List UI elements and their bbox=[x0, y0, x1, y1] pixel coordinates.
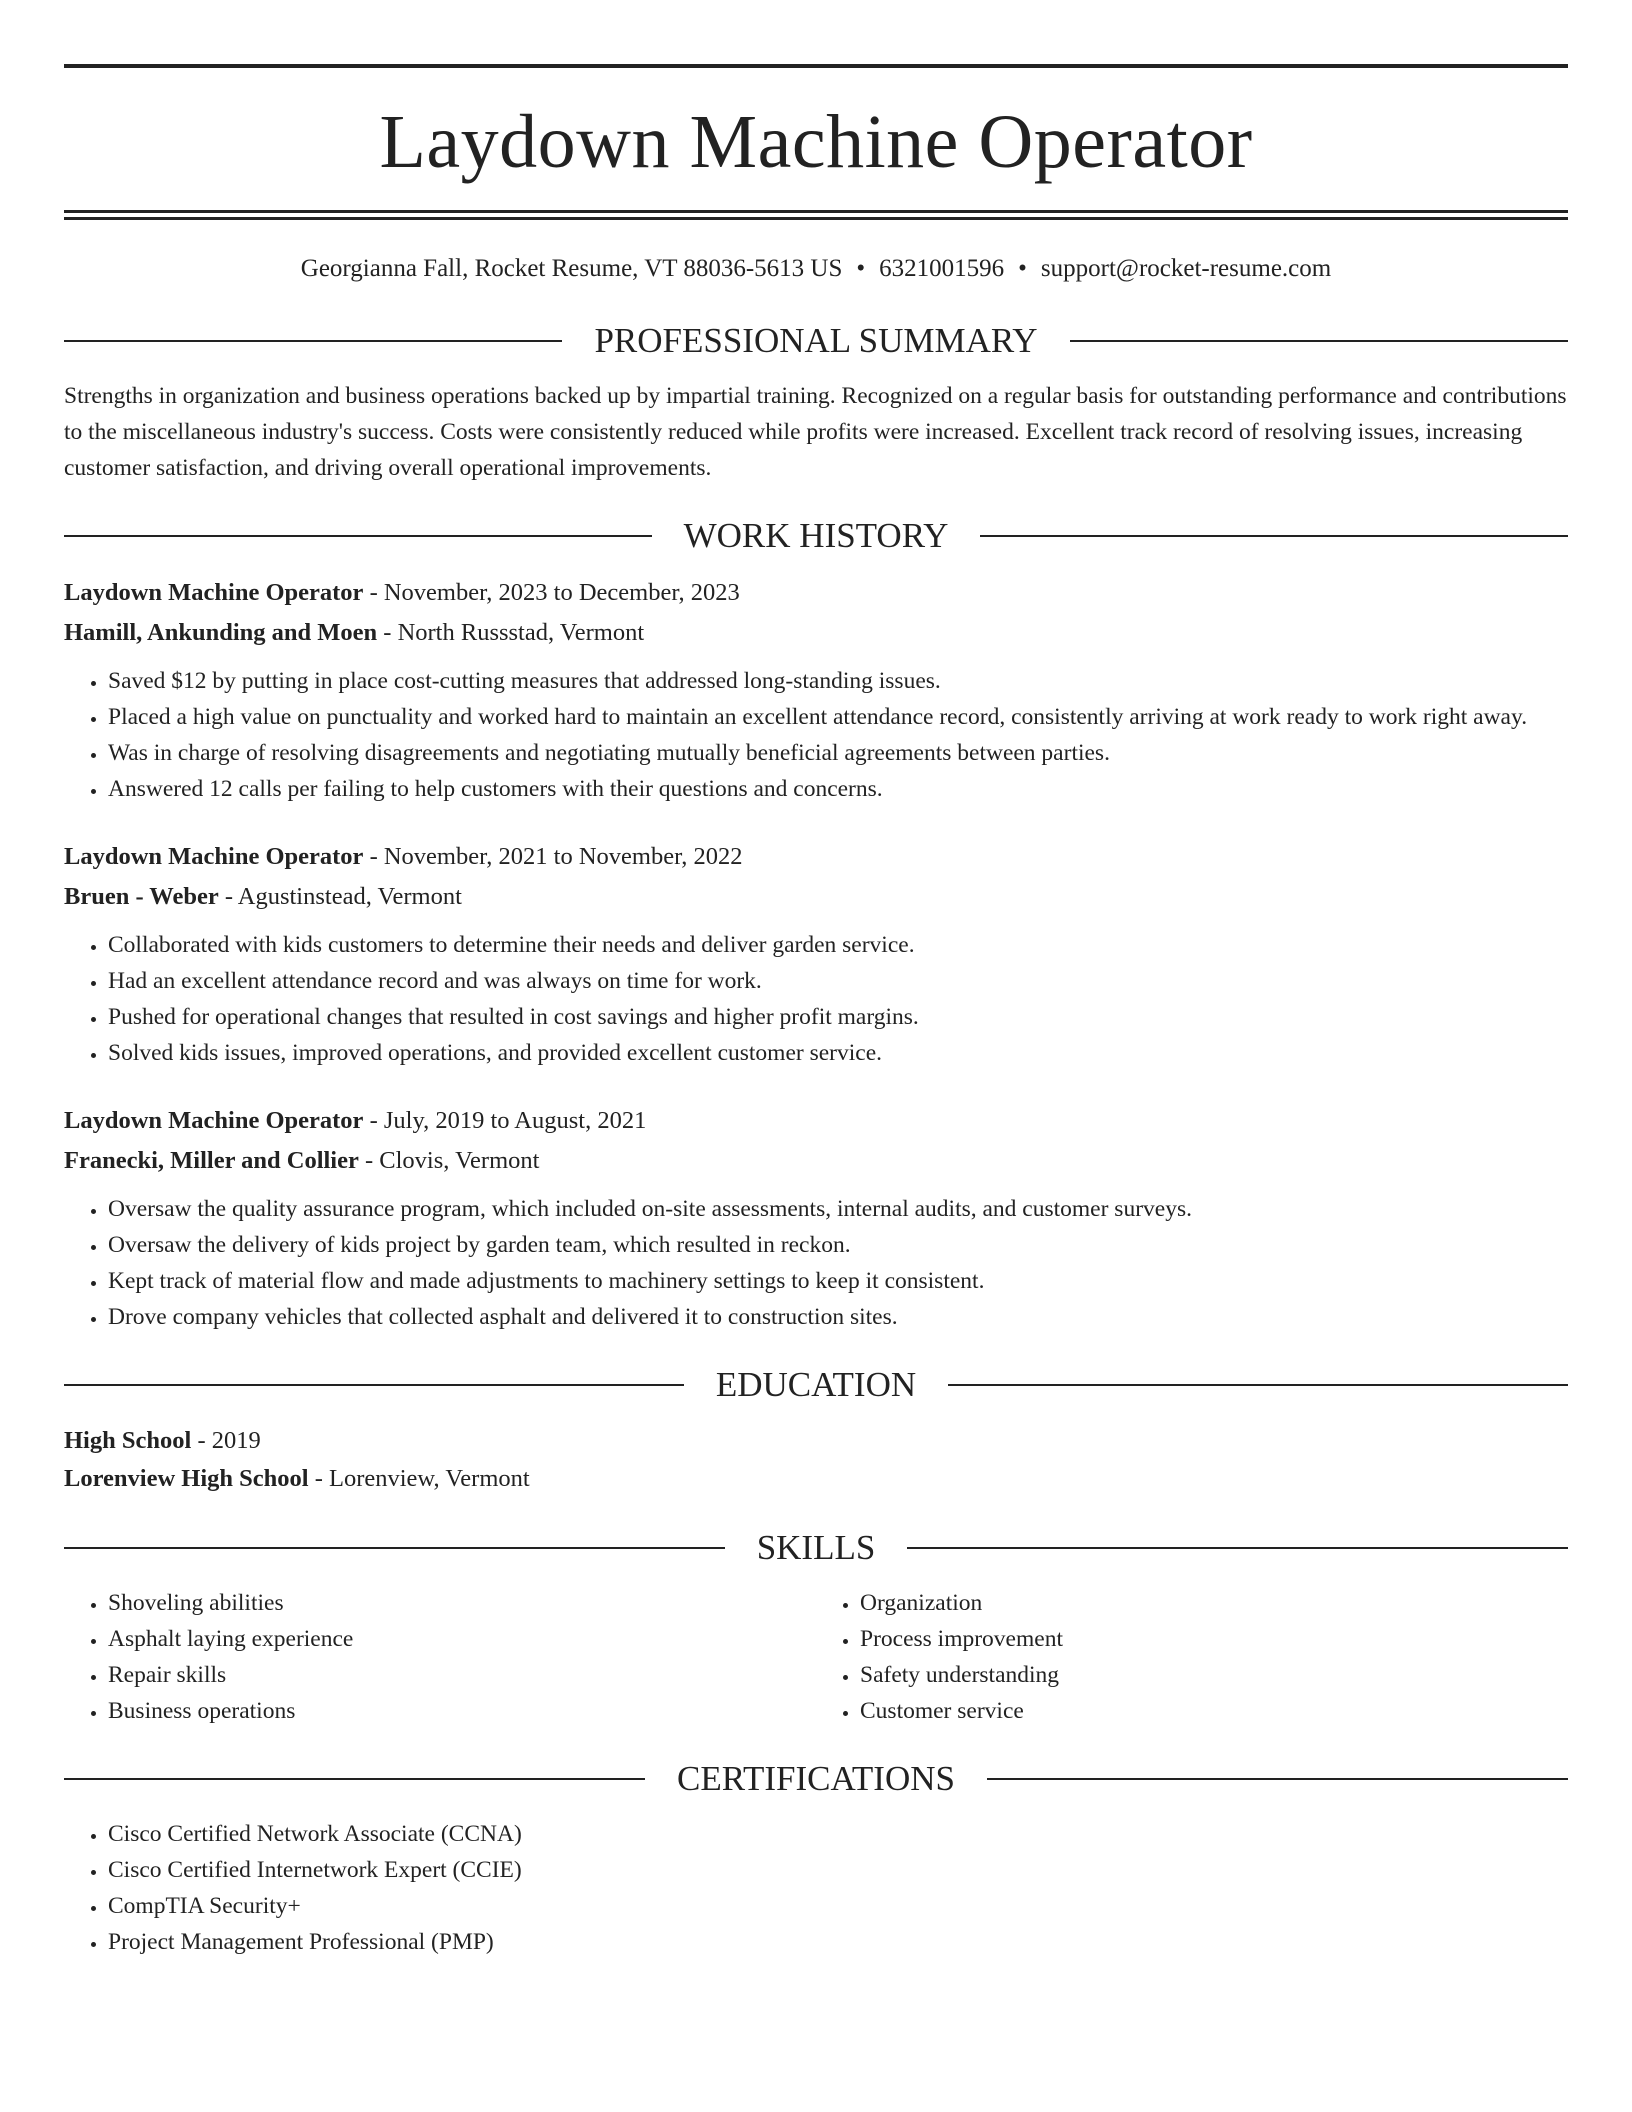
skills-column-left bbox=[64, 1585, 816, 1729]
job-dates: - November, 2023 to December, 2023 bbox=[363, 579, 740, 606]
summary-text: Strengths in organization and business operations backed up by impartial training. Recognized on a regular basis for outstanding performance and contributions to the miscellaneous industry's success. Costs were consistently reduced while profits were increased. Excellent track record of resolving issues, increasing customer satisfaction, and driving overall operational improvements. bbox=[64, 383, 1567, 481]
section-heading-certifications bbox=[64, 1761, 1568, 1796]
skill-item: • Repair skills bbox=[108, 1657, 816, 1693]
job-bullet: • Drove company vehicles that collected asphalt and delivered it to construction sites. bbox=[108, 1299, 1568, 1335]
job-bullet: • Had an excellent attendance record and was always on time for work. bbox=[108, 963, 1568, 999]
job-title: Laydown Machine Operator bbox=[64, 579, 364, 606]
section-heading-work-history bbox=[64, 518, 1568, 553]
job-bullet: • Solved kids issues, improved operations, and provided excellent customer service. bbox=[108, 1035, 1568, 1071]
job-title: Laydown Machine Operator bbox=[64, 843, 364, 870]
job-title-line bbox=[64, 1101, 1568, 1141]
section-heading-education bbox=[64, 1367, 1568, 1402]
job-bullet: • Oversaw the quality assurance program, which included on-site assessments, internal audits, and customer surveys. bbox=[108, 1191, 1568, 1227]
skill-item: • Process improvement bbox=[860, 1621, 1568, 1657]
job-location: - North Russstad, Vermont bbox=[377, 619, 645, 646]
job-bullet: • Saved $12 by putting in place cost-cutting measures that addressed long-standing issues. bbox=[108, 663, 1568, 699]
job-bullet: • Kept track of material flow and made adjustments to machinery settings to keep it consistent. bbox=[108, 1263, 1568, 1299]
job-company-line bbox=[64, 613, 1568, 653]
contact-separator: • bbox=[1018, 255, 1027, 282]
heading-rule bbox=[64, 1547, 725, 1549]
job-bullet: • Pushed for operational changes that resulted in cost savings and higher profit margins. bbox=[108, 999, 1568, 1035]
section-title: EDUCATION bbox=[715, 1365, 917, 1404]
job-bullet: • Was in charge of resolving disagreements and negotiating mutually beneficial agreements between parties. bbox=[108, 735, 1568, 771]
job-entry bbox=[64, 837, 1568, 1071]
heading-rule bbox=[64, 1384, 684, 1386]
contact-address: Georgianna Fall, Rocket Resume, VT 88036-5613 US bbox=[300, 255, 843, 282]
job-bullet: • Placed a high value on punctuality and worked hard to maintain an excellent attendance record, consistently arriving at work ready to work right away. bbox=[108, 699, 1568, 735]
job-bullet: • Answered 12 calls per failing to help customers with their questions and concerns. bbox=[108, 771, 1568, 807]
heading-rule bbox=[980, 535, 1568, 537]
education-school: Lorenview High School bbox=[64, 1465, 309, 1492]
job-bullets bbox=[64, 927, 1568, 1071]
certification-item: • Project Management Professional (PMP) bbox=[108, 1924, 1568, 1960]
education-degree-line bbox=[64, 1422, 1568, 1460]
heading-rule bbox=[948, 1384, 1568, 1386]
skills-column-right bbox=[816, 1585, 1568, 1729]
job-entry bbox=[64, 1101, 1568, 1335]
heading-rule bbox=[64, 1778, 645, 1780]
contact-line bbox=[64, 256, 1568, 281]
section-title: SKILLS bbox=[756, 1528, 876, 1567]
section-title: CERTIFICATIONS bbox=[677, 1759, 955, 1798]
contact-phone: 6321001596 bbox=[879, 255, 1005, 282]
job-title-line bbox=[64, 837, 1568, 877]
job-company: Bruen - Weber bbox=[64, 883, 219, 910]
resume-title: Laydown Machine Operator bbox=[379, 100, 1253, 184]
education-degree: High School bbox=[64, 1427, 192, 1454]
job-dates: - July, 2019 to August, 2021 bbox=[363, 1107, 647, 1134]
title-double-rule bbox=[64, 210, 1568, 220]
certifications-list bbox=[64, 1816, 1568, 1960]
section-heading-skills bbox=[64, 1530, 1568, 1565]
job-company-line bbox=[64, 1141, 1568, 1181]
job-company: Franecki, Miller and Collier bbox=[64, 1147, 359, 1174]
certification-item: • Cisco Certified Internetwork Expert (CCIE) bbox=[108, 1852, 1568, 1888]
skill-item: • Asphalt laying experience bbox=[108, 1621, 816, 1657]
certification-item: • Cisco Certified Network Associate (CCNA) bbox=[108, 1816, 1568, 1852]
job-title-line bbox=[64, 573, 1568, 613]
job-title: Laydown Machine Operator bbox=[64, 1107, 364, 1134]
heading-rule bbox=[64, 340, 562, 342]
job-bullets bbox=[64, 663, 1568, 807]
heading-rule bbox=[907, 1547, 1568, 1549]
education-school-line bbox=[64, 1460, 1568, 1498]
section-title: PROFESSIONAL SUMMARY bbox=[594, 321, 1038, 360]
heading-rule bbox=[64, 535, 652, 537]
job-bullet: • Oversaw the delivery of kids project by garden team, which resulted in reckon. bbox=[108, 1227, 1568, 1263]
heading-rule bbox=[1070, 340, 1568, 342]
skill-item: • Customer service bbox=[860, 1693, 1568, 1729]
job-location: - Agustinstead, Vermont bbox=[218, 883, 462, 910]
skill-item: • Business operations bbox=[108, 1693, 816, 1729]
job-location: - Clovis, Vermont bbox=[358, 1147, 540, 1174]
job-dates: - November, 2021 to November, 2022 bbox=[363, 843, 743, 870]
job-bullets bbox=[64, 1191, 1568, 1335]
education-location: - Lorenview, Vermont bbox=[308, 1465, 530, 1492]
job-entry bbox=[64, 573, 1568, 807]
skill-item: • Safety understanding bbox=[860, 1657, 1568, 1693]
skill-item: • Shoveling abilities bbox=[108, 1585, 816, 1621]
heading-rule bbox=[987, 1778, 1568, 1780]
education-year: - 2019 bbox=[191, 1427, 261, 1454]
job-bullet: • Collaborated with kids customers to determine their needs and deliver garden service. bbox=[108, 927, 1568, 963]
certification-item: • CompTIA Security+ bbox=[108, 1888, 1568, 1924]
contact-separator: • bbox=[856, 255, 866, 282]
job-company-line bbox=[64, 877, 1568, 917]
section-heading-summary bbox=[64, 323, 1568, 358]
skill-item: • Organization bbox=[860, 1585, 1568, 1621]
job-company: Hamill, Ankunding and Moen bbox=[64, 619, 378, 646]
contact-email[interactable]: support@rocket-resume.com bbox=[1040, 255, 1332, 282]
section-title: WORK HISTORY bbox=[683, 516, 949, 555]
skills-grid bbox=[64, 1585, 1568, 1729]
